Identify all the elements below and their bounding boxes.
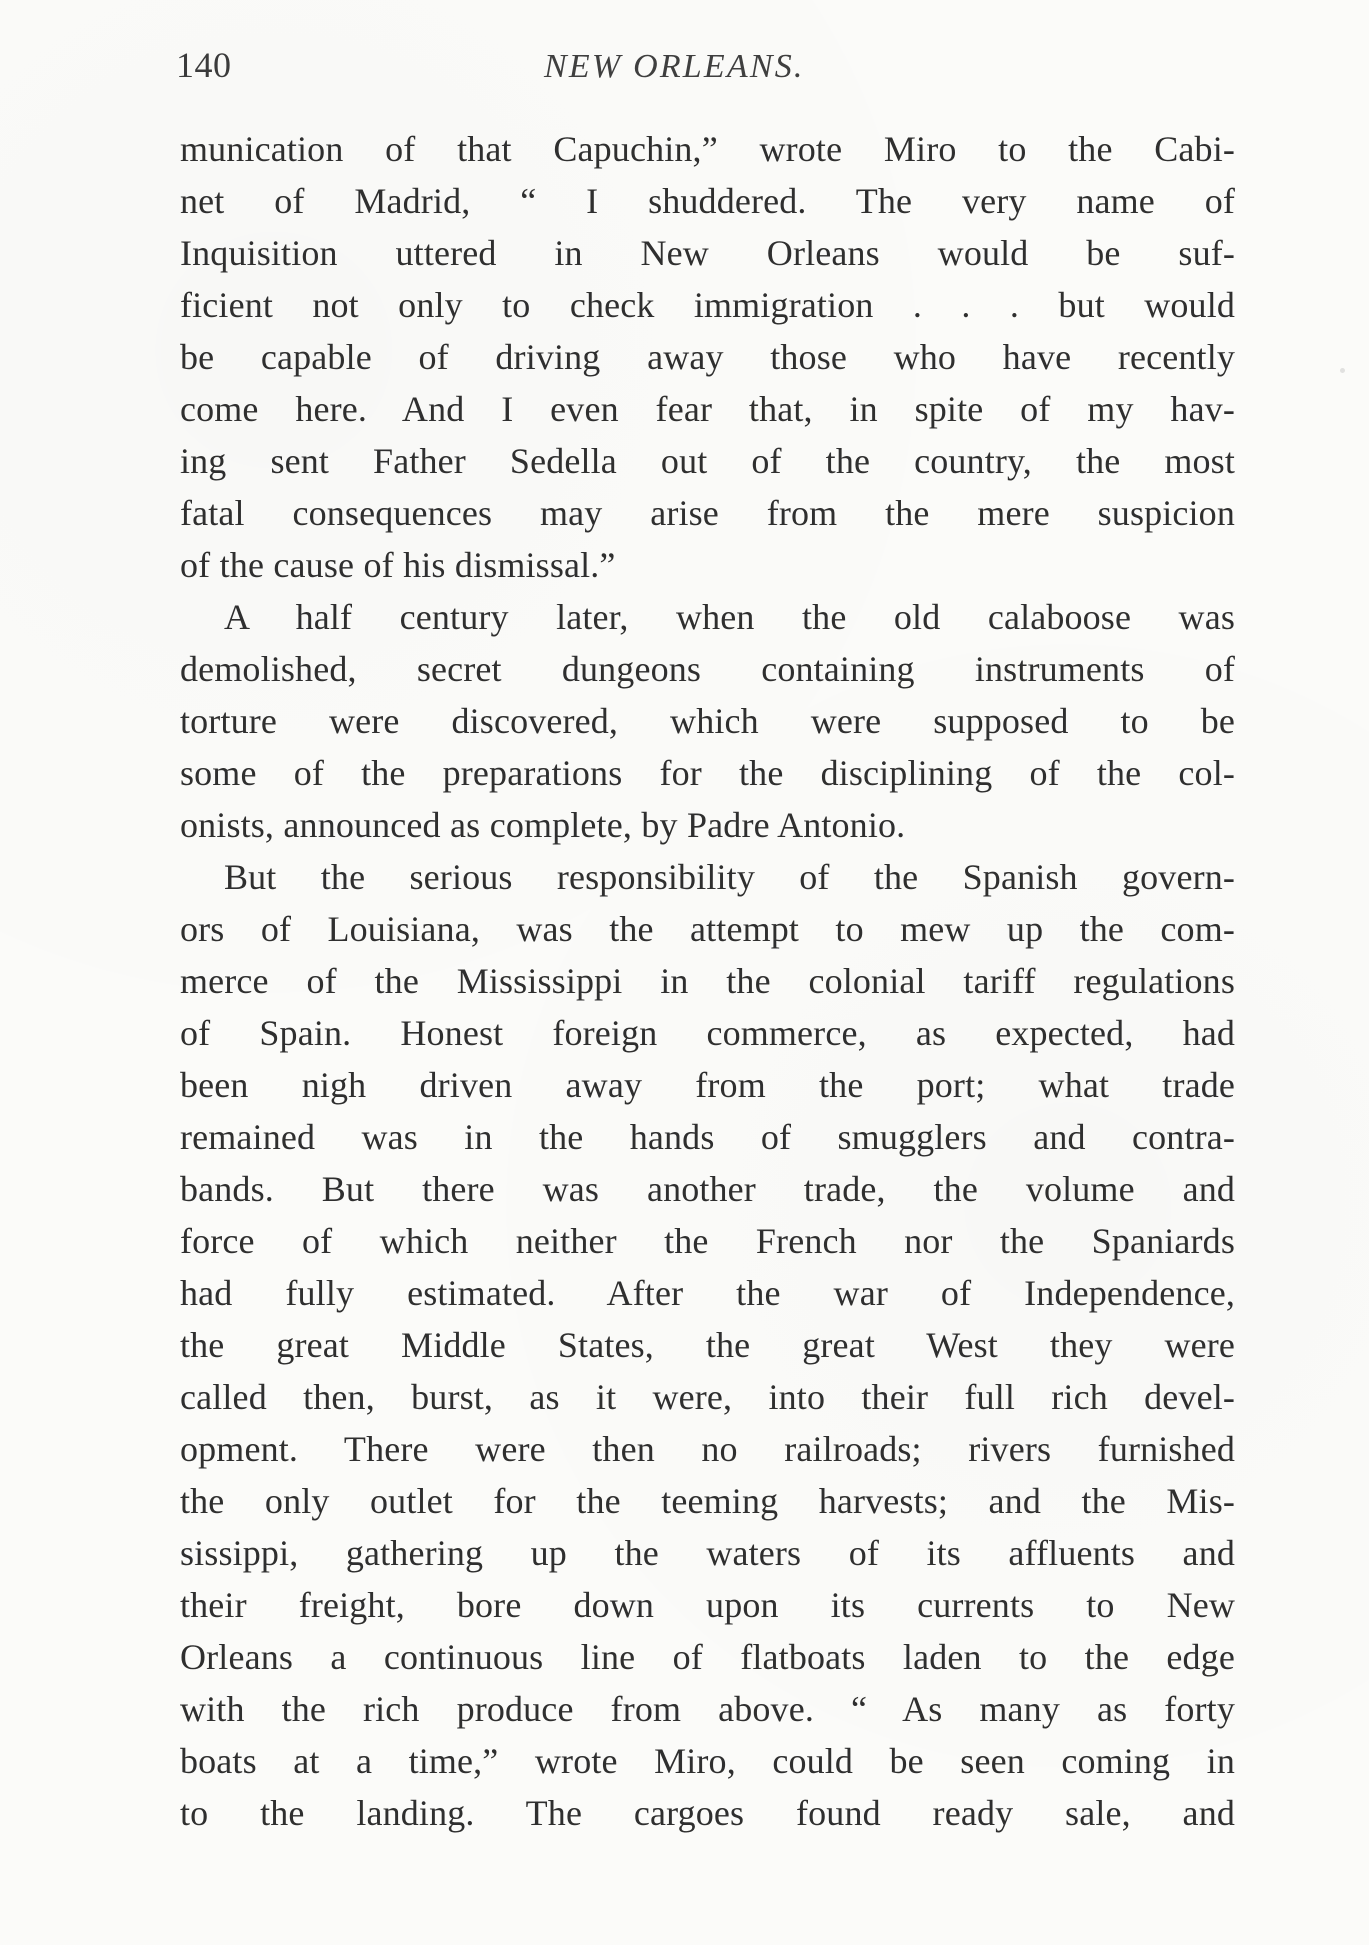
text-line: munication of that Capuchin,” wrote Miro to the Cabi- [180,129,1235,169]
text-line: sissippi, gathering up the waters of its affluents and [180,1533,1235,1573]
paper-speck [1340,368,1345,373]
text-line: net of Madrid, “ I shuddered. The very name of [180,181,1235,221]
text-line: to the landing. The cargoes found ready sale, and [180,1793,1235,1833]
text-line: ing sent Father Sedella out of the country, the most [180,441,1235,481]
paragraph-end-line: onists, announced as complete, by Padre Antonio. [180,805,906,845]
text-line: boats at a time,” wrote Miro, could be seen coming in [180,1741,1235,1781]
body-text [180,123,1235,1839]
paragraph-start-line: But the serious responsibility of the Spanish govern- [224,857,1235,897]
text-line: their freight, bore down upon its currents to New [180,1585,1235,1625]
text-line: merce of the Mississippi in the colonial tariff regulations [180,961,1235,1001]
page-number: 140 [176,45,232,85]
page-header [176,38,1236,92]
text-line: of Spain. Honest foreign commerce, as expected, had [180,1013,1235,1053]
text-line: the great Middle States, the great West they were [180,1325,1235,1365]
text-line: Inquisition uttered in New Orleans would be suf- [180,233,1235,273]
text-line: demolished, secret dungeons containing instruments of [180,649,1235,689]
text-line: with the rich produce from above. “ As many as forty [180,1689,1235,1729]
paragraph-start-line: A half century later, when the old calaboose was [224,597,1235,637]
text-line: fatal consequences may arise from the mere suspicion [180,493,1235,533]
text-line: come here. And I even fear that, in spite of my hav- [180,389,1235,429]
running-title: NEW ORLEANS. [544,48,805,85]
text-line: be capable of driving away those who have recently [180,337,1235,377]
text-line: some of the preparations for the disciplining of the col- [180,753,1235,793]
text-line: remained was in the hands of smugglers and contra- [180,1117,1235,1157]
text-line: bands. But there was another trade, the volume and [180,1169,1235,1209]
text-line: torture were discovered, which were supposed to be [180,701,1235,741]
paragraph-end-line: of the cause of his dismissal.” [180,545,616,585]
text-line: ficient not only to check immigration . . . but would [180,285,1235,325]
text-line: the only outlet for the teeming harvests; and the Mis- [180,1481,1235,1521]
text-line: called then, burst, as it were, into their full rich devel- [180,1377,1235,1417]
text-line: ors of Louisiana, was the attempt to mew up the com- [180,909,1235,949]
text-line: had fully estimated. After the war of Independence, [180,1273,1235,1313]
text-line: been nigh driven away from the port; what trade [180,1065,1235,1105]
text-line: force of which neither the French nor the Spaniards [180,1221,1235,1261]
text-line: opment. There were then no railroads; rivers furnished [180,1429,1235,1469]
text-line: Orleans a continuous line of flatboats laden to the edge [180,1637,1235,1677]
